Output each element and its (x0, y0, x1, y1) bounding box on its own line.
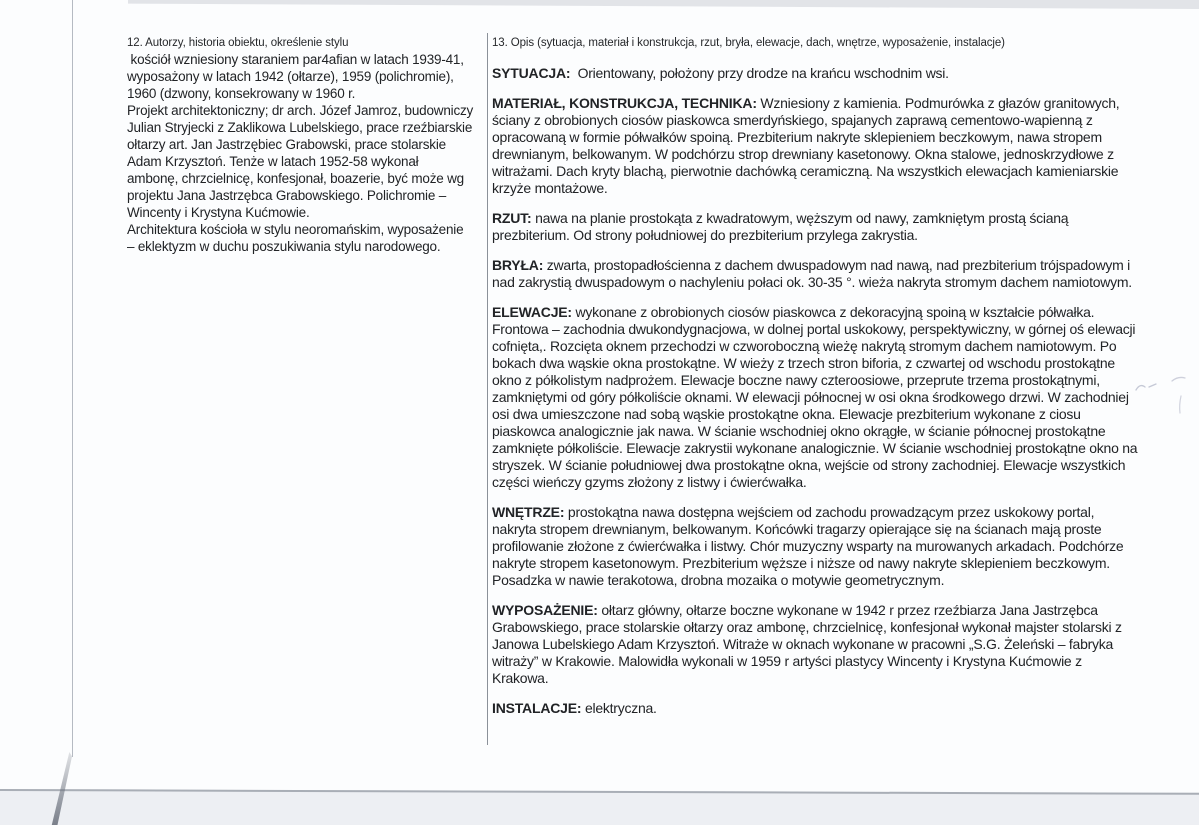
section-12-authors-history (127, 36, 489, 255)
text-line: projektu Jana Jastrzębca Grabowskiego. Polichromie – (127, 188, 447, 203)
text-line: ołtarzy art. Jan Jastrzębiec Grabowski, prace stolarskie (127, 137, 446, 152)
description-section-sytuacja (492, 65, 1140, 82)
section-text: Orientowany, położony przy drodze na krańcu wschodnim wsi. (570, 65, 949, 81)
text-line: – eklektyzm w duchu poszukiwania stylu narodowego. (127, 239, 441, 254)
section-label: INSTALACJE: (492, 700, 582, 716)
section-text: wykonane z obrobionych ciosów piaskowca z dekoracyjną spoiną w kształcie półwałka. Frontowa – zachodnia dwukondygnacjowa, w dolnej portal uskokowy, perspektywiczny, w górnej oś elewacji cofnięta,. Rozcięta oknem przechodzi w czworoboczną wieżę nakrytą stromym dachem namiotowym. Po bokach dwa wąskie okna prostokątne. W wieży z trzech stron biforia, z czwartej od wschodu prostokątne okno z półkolistym nadprożem. Elewacje boczne nawy czteroosiowe, przeprute trzema prostokątnymi, zamkniętymi od góry półkoliście oknami. W elewacji północnej w osi okna środkowego drzwi. W zachodniej osi dwa umieszczone nad sobą wąskie prostokątne okna. Elewacje prezbiterium wykonane z ciosu piaskowca analogicznie jak nawa. W ścianie wschodniej okno okrągłe, w ścianie północnej prostokątne zamknięte półkoliście. Elewacje zakrystii wykonane analogicznie. W ścianie wschodniej prostokątne okno na stryszek. W ścianie południowej dwa prostokątne okna, wejście od strony zachodniej. Elewacje wszystkich części wieńczy gzyms złożony z listwy i ćwierćwałka. (492, 304, 1141, 490)
section-label: WNĘTRZE: (492, 504, 565, 520)
form-left-border-line (72, 0, 73, 757)
section-label: BRYŁA: (492, 257, 544, 273)
page-bottom-edge (0, 789, 1199, 825)
section-text: nawa na planie prostokąta z kwadratowym, węższym od nawy, zamkniętym prostą ścianą prezbiterium. Od strony południowej do prezbiterium przylega zakrystia. (492, 210, 1072, 243)
text-line: Julian Stryjecki z Zaklikowa Lubelskiego, prace rzeźbiarskie (127, 120, 473, 135)
section-text: zwarta, prostopadłościenna z dachem dwuspadowym nad nawą, nad prezbiterium trójspadowym i nad zakrystią dwuspadowym o nachyleniu połaci ok. 30-35 °. wieża nakryta stromym dachem namiotowym. (492, 257, 1134, 290)
section-12-header: 12. Autorzy, historia obiektu, określenie stylu (127, 37, 349, 49)
description-section-wyposazenie (492, 602, 1140, 687)
text-line: kościół wzniesiony staraniem par4afian w latach 1939-41, (127, 52, 464, 67)
section-label: WYPOSAŻENIE: (492, 602, 598, 618)
text-line: 1960 (dzwony, konsekrowany w 1960 r. (127, 86, 356, 101)
description-section-rzut (492, 210, 1140, 244)
description-section-elewacje (492, 304, 1140, 491)
section-label: MATERIAŁ, KONSTRUKCJA, TECHNIKA: (492, 95, 757, 111)
section-text: prostokątna nawa dostępna wejściem od zachodu prowadzącym przez uskokowy portal, nakryta stropem drewnianym, belkowanym. Końcówki tragarzy opierające się na ścianach mają proste profilowanie złożone z ćwierćwałka i listwy. Chór muzyczny wsparty na murowanych arkadach. Podchórze nakryte stropem kasetonowym. Prezbiterium węższe i niższe od nawy nakryte sklepieniem beczkowym. Posadzka w nawie terakotowa, drobna mozaika o motywie geometrycznym. (492, 504, 1128, 588)
text-line: Architektura kościoła w stylu neoromańskim, wyposażenie (127, 222, 464, 237)
description-section-wnetrze (492, 504, 1140, 589)
section-text: ołtarz główny, ołtarze boczne wykonane w 1942 r przez rzeźbiarza Jana Jastrzębca Grabowskiego, prace stolarskie ołtarzy oraz ambonę, chrzcielnicę, konfesjonał wykonał majster stolarski z Janowa Lubelskiego Adam Krzysztoń. Witraże w oknach wykonane w pracowni „S.G. Żeleński – fabryka witraży” w Krakowie. Malowidła wykonali w 1959 r artyści plastycy Wincenty i Krystyna Kućmowie z Krakowa. (492, 602, 1126, 686)
section-label: RZUT: (492, 210, 532, 226)
text-line: ambonę, chrzcielnicę, konfesjonał, boazerie, być może wg (127, 171, 464, 186)
scanner-edge-top (128, 0, 1199, 9)
section-label: ELEWACJE: (492, 304, 572, 320)
section-13-description (492, 36, 1140, 730)
section-13-header: 13. Opis (sytuacja, materiał i konstrukcja, rzut, bryła, elewacje, dach, wnętrze, wyposażenie, instalacje) (492, 37, 1005, 49)
description-section-material (492, 95, 1140, 197)
text-line: wyposażony w latach 1942 (ołtarze), 1959 (polichromie), (127, 69, 454, 84)
description-section-bryla (492, 257, 1140, 291)
description-section-instalacje (492, 700, 1140, 717)
section-label: SYTUACJA: (492, 65, 571, 81)
section-text: elektryczna. (581, 700, 657, 716)
text-line: Adam Krzysztoń. Tenże w latach 1952-58 wykonał (127, 154, 419, 169)
text-line: Wincenty i Krystyna Kućmowie. (127, 205, 310, 220)
text-line: Projekt architektoniczny; dr arch. Józef Jamroz, budowniczy (127, 103, 474, 118)
section-text: Wzniesiony z kamienia. Podmurówka z głazów granitowych, ściany z obrobionych ciosów piaskowca smerdyńskiego, spajanych zaprawą cementowo-wapienną z opracowaną w formie półwałków spoiną. Prezbiterium nakryte sklepieniem beczkowym, nawa stropem drewnianym, belkowanym. W podchórzu strop drewniany kasetonowy. Okna stalowe, jednoskrzydłowe z witrażami. Dach kryty blachą, pierwotnie dachówką ceramiczną. Na wszystkich elewacjach kamieniarskie krzyże montażowe. (492, 95, 1124, 196)
